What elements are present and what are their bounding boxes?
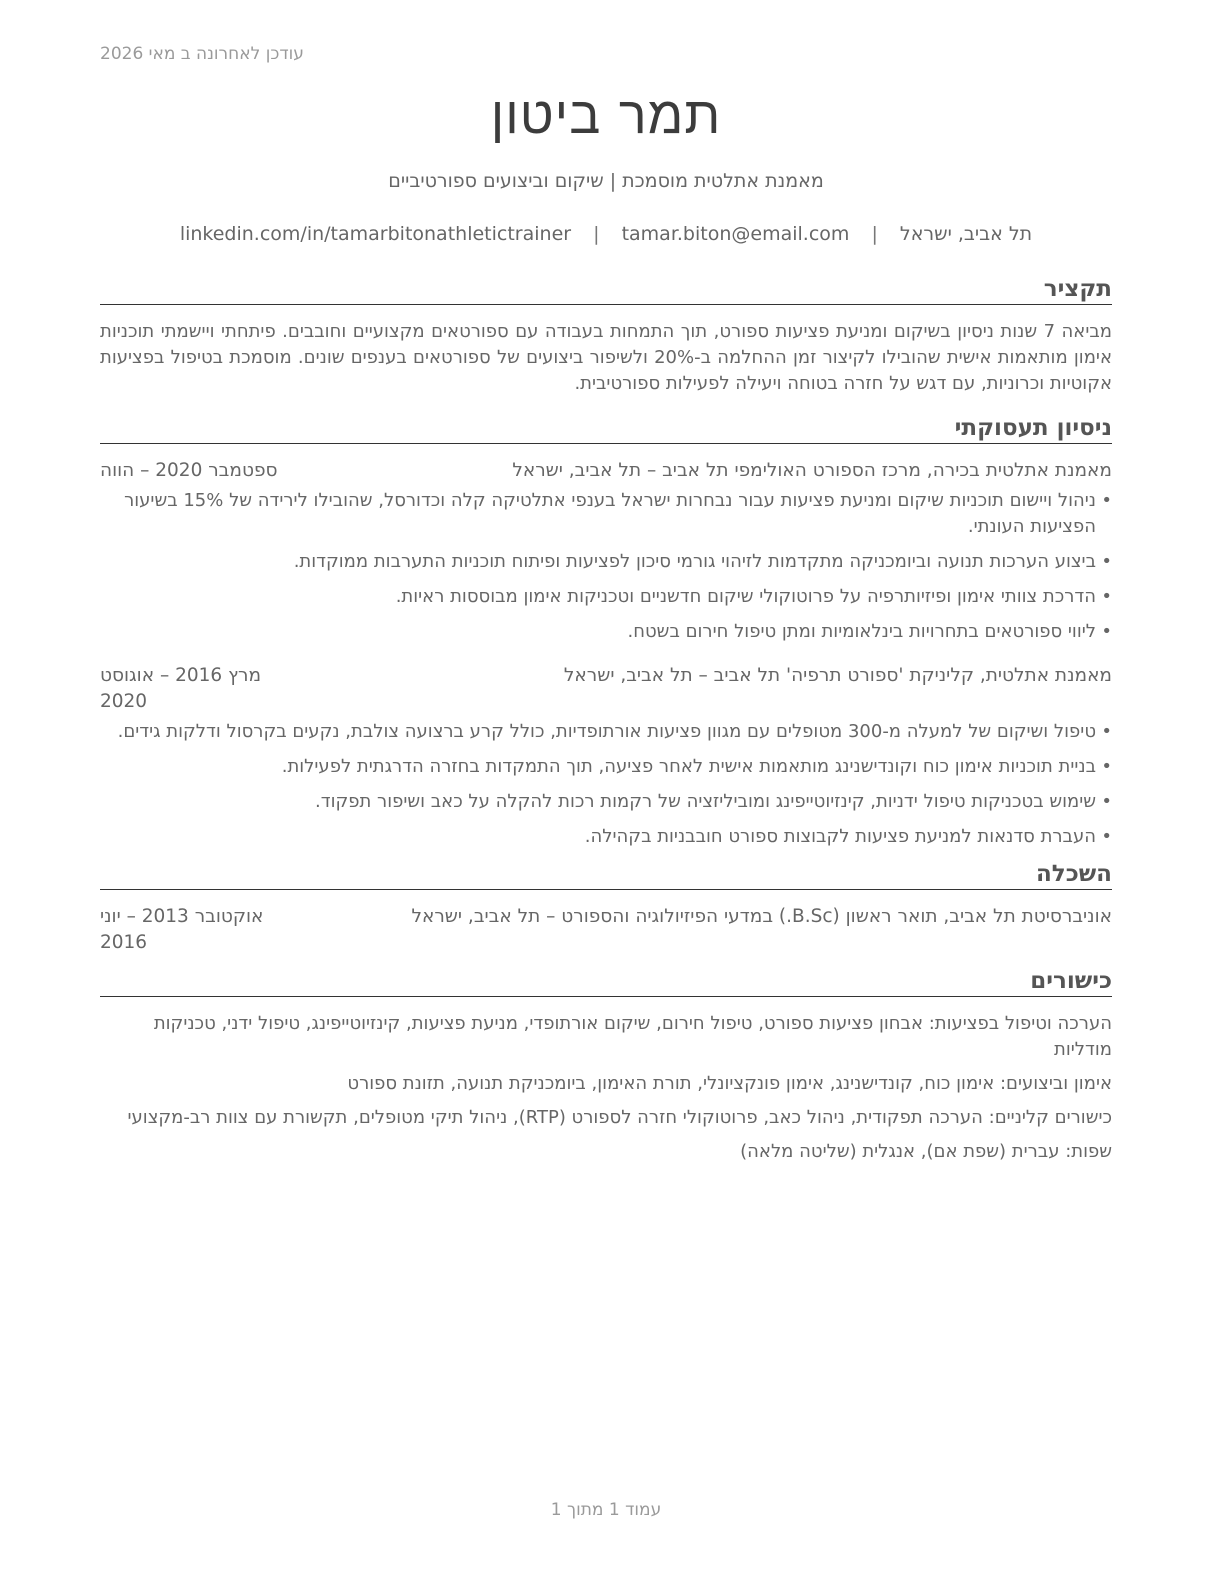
job-header — [100, 458, 1112, 484]
job-bullet: • טיפול ושיקום של למעלה מ-300 מטופלים עם מגוון פציעות אורתופדיות, כולל קרע ברצועה צולבת, נקעים בקרסול ודלקות גידים. — [100, 719, 1112, 745]
job-bullet: • ניהול ויישום תוכניות שיקום ומניעת פציעות עבור נבחרות ישראל בענפי אתלטיקה קלה וכדורסל, שהובילו לירידה של 15% בשיעור הפציעות העונתי. — [100, 488, 1112, 540]
education-title: אוניברסיטת תל אביב, תואר ראשון (B.Sc.) במדעי הפיזיולוגיה והספורט – תל אביב, ישראל — [411, 906, 1112, 927]
job-bullets — [100, 719, 1112, 850]
contact-line — [0, 223, 1212, 245]
contact-separator: | — [871, 223, 878, 245]
contact-separator: | — [593, 223, 600, 245]
contact-email[interactable]: tamar.biton@email.com — [621, 223, 850, 245]
job-bullet: • העברת סדנאות למניעת פציעות לקבוצות ספורט חובבניות בקהילה. — [100, 824, 1112, 850]
job-title: מאמנת אתלטית בכירה, מרכז הספורט האולימפי תל אביב – תל אביב, ישראל — [512, 460, 1112, 481]
candidate-name: תמר ביטון — [490, 86, 722, 146]
skills-row: כישורים קליניים: הערכה תפקודית, ניהול כאב, פרוטוקולי חזרה לספורט (RTP), ניהול תיקי מטופלים, תקשורת עם צוות רב-מקצועי — [127, 1107, 1112, 1128]
job-bullet: • שימוש בטכניקות טיפול ידניות, קינזיוטייפינג ומוביליזציה של רקמות רכות להקלה על כאב ושיפור תפקוד. — [100, 789, 1112, 815]
job-bullets — [100, 488, 1112, 645]
section-title-summary: תקציר — [100, 274, 1112, 305]
job-bullet: • בניית תוכניות אימון כוח וקונדישנינג מותאמות אישית לאחר פציעה, תוך התמקדות בחזרה הדרגתית לפעילות. — [100, 754, 1112, 780]
summary-text: מביאה 7 שנות ניסיון בשיקום ומניעת פציעות ספורט, תוך התמחות בעבודה עם ספורטאים מקצועיים וחובבים. פיתחתי ויישמתי תוכניות אימון מותאמות אישית שהובילו לקיצור זמן ההחלמה ב-20% ולשיפור ביצועים של ספורטאים בענפים שונים. מוסמכת בטיפול בפציעות אקוטיות וכרוניות, עם דגש על חזרה בטוחה ויעילה לפעילות ספורטיבית. — [100, 321, 1112, 394]
skills-row: הערכה וטיפול בפציעות: אבחון פציעות ספורט, טיפול חירום, שיקום אורתופדי, מניעת פציעות, קינזיוטייפינג, טיפול ידני, טכניקות מודליות — [153, 1013, 1112, 1060]
job-bullet: • הדרכת צוותי אימון ופיזיותרפיה על פרוטוקולי שיקום חדשניים וטכניקות אימון מבוססות ראיות. — [100, 584, 1112, 610]
job-header — [100, 663, 1112, 715]
section-title-education: השכלה — [100, 859, 1112, 890]
section-title-skills: כישורים — [100, 966, 1112, 997]
education-dates: אוקטובר 2013 – יוני 2016 — [100, 906, 264, 953]
job-entry — [100, 458, 1112, 645]
contact-location: תל אביב, ישראל — [899, 223, 1033, 245]
education-entry — [100, 904, 1112, 956]
last-updated-note: עודכן לאחרונה ב מאי 2026 — [100, 44, 304, 64]
job-bullet: • ביצוע הערכות תנועה וביומכניקה מתקדמות לזיהוי גורמי סיכון לפציעות ופיתוח תוכניות התערבות ממוקדות. — [100, 549, 1112, 575]
job-bullet: • ליווי ספורטאים בתחרויות בינלאומיות ומתן טיפול חירום בשטח. — [100, 619, 1112, 645]
page-number: עמוד 1 מתוך 1 — [550, 1500, 662, 1520]
job-entry — [100, 663, 1112, 850]
skills-row: אימון וביצועים: אימון כוח, קונדישנינג, אימון פונקציונלי, תורת האימון, ביומכניקת תנועה, תזונת ספורט — [347, 1073, 1112, 1094]
skills-list — [100, 1011, 1112, 1165]
candidate-tagline: מאמנת אתלטית מוסמכת | שיקום וביצועים ספורטיביים — [388, 170, 824, 192]
job-title: מאמנת אתלטית, קליניקת 'ספורט תרפיה' תל אביב – תל אביב, ישראל — [563, 665, 1112, 686]
job-dates: מרץ 2016 – אוגוסט 2020 — [100, 665, 262, 712]
skills-row: שפות: עברית (שפת אם), אנגלית (שליטה מלאה) — [740, 1141, 1112, 1162]
job-dates: ספטמבר 2020 – הווה — [100, 460, 278, 481]
contact-linkedin[interactable]: linkedin.com/in/tamarbitonathletictrainer — [179, 223, 572, 245]
section-title-experience: ניסיון תעסוקתי — [100, 413, 1112, 444]
resume-content — [100, 274, 1112, 1173]
